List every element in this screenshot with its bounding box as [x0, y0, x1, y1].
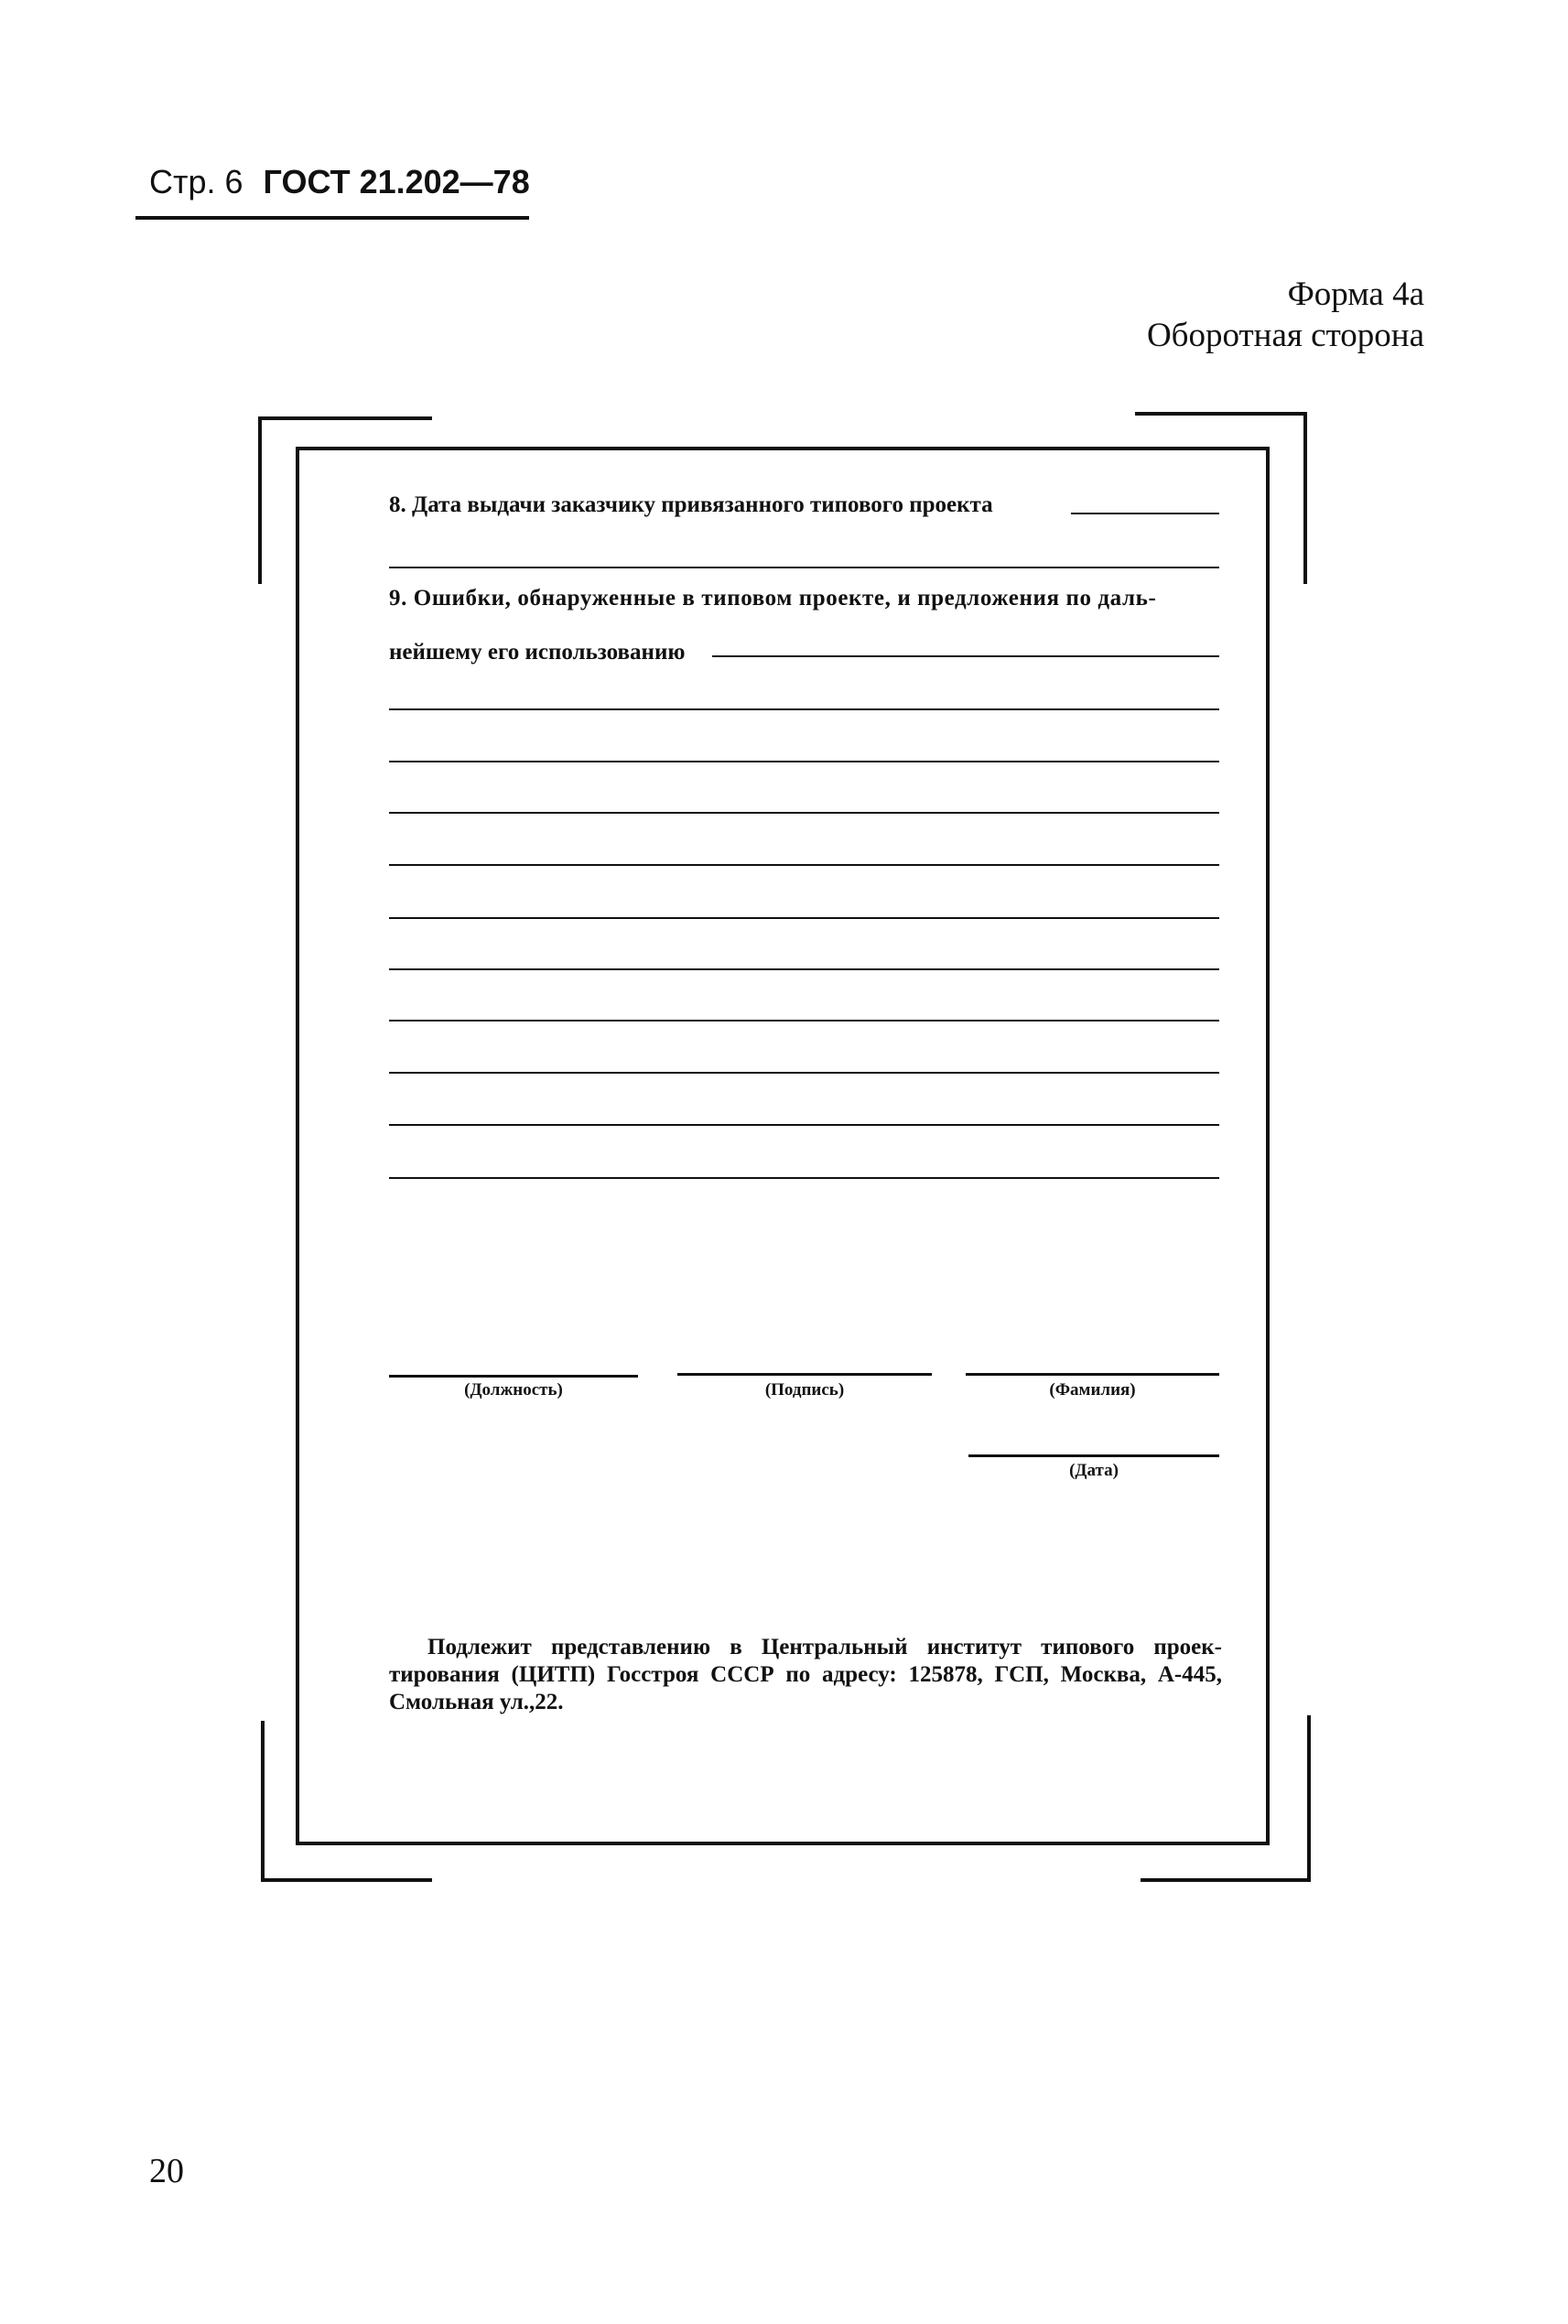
position-caption: (Должность) [464, 1380, 563, 1400]
writing-line [389, 812, 1219, 814]
writing-line [389, 1124, 1219, 1126]
crop-mark-top-right-v [1303, 412, 1307, 584]
writing-line [389, 1072, 1219, 1074]
page-label: Стр. 6 [149, 163, 243, 200]
crop-mark-top-left-h [258, 416, 432, 420]
item8-text: 8. Дата выдачи заказчику привязанного типового проекта [389, 492, 993, 517]
signature-caption: (Подпись) [764, 1380, 845, 1400]
form-side-label: Оборотная сторона [1146, 317, 1424, 354]
writing-line [389, 968, 1219, 970]
item9-fill-line [712, 655, 1219, 657]
header-rule [135, 216, 529, 220]
crop-mark-bottom-left-v [261, 1721, 265, 1882]
writing-line [389, 1177, 1219, 1179]
standard-number: ГОСТ 21.202—78 [263, 163, 530, 200]
item9-text-line1: 9. Ошибки, обнаруженные в типовом проекте, и предложения по даль- [389, 586, 1157, 611]
form-label: Форма 4а [1287, 276, 1424, 313]
surname-caption: (Фамилия) [1049, 1380, 1136, 1400]
page-number: 20 [149, 2152, 184, 2190]
date-line [968, 1454, 1219, 1457]
surname-line [966, 1373, 1219, 1376]
crop-mark-top-right-h [1135, 412, 1307, 416]
writing-line [389, 917, 1219, 919]
page-header [149, 163, 530, 201]
item9-text-line2: нейшему его использованию [389, 640, 686, 665]
crop-mark-top-left-v [258, 416, 262, 584]
signature-line [677, 1373, 932, 1376]
writing-line [389, 1020, 1219, 1021]
crop-mark-bottom-left-h [261, 1878, 432, 1882]
writing-line [389, 864, 1219, 866]
position-line [389, 1375, 638, 1378]
writing-line [389, 761, 1219, 762]
item8-fill-line [1071, 513, 1219, 514]
crop-mark-bottom-right-h [1141, 1878, 1311, 1882]
item8-continuation-line [389, 567, 1219, 568]
date-caption: (Дата) [1069, 1461, 1119, 1480]
crop-mark-bottom-right-v [1307, 1715, 1311, 1882]
submission-note: Подлежит представлению в Центральный институт типового проектирования (ЦИТП) Госстроя СССР по адресу: 125878, ГСП, Москва, А-445, Смольная ул.,22. [389, 1635, 1222, 1714]
writing-line [389, 708, 1219, 710]
